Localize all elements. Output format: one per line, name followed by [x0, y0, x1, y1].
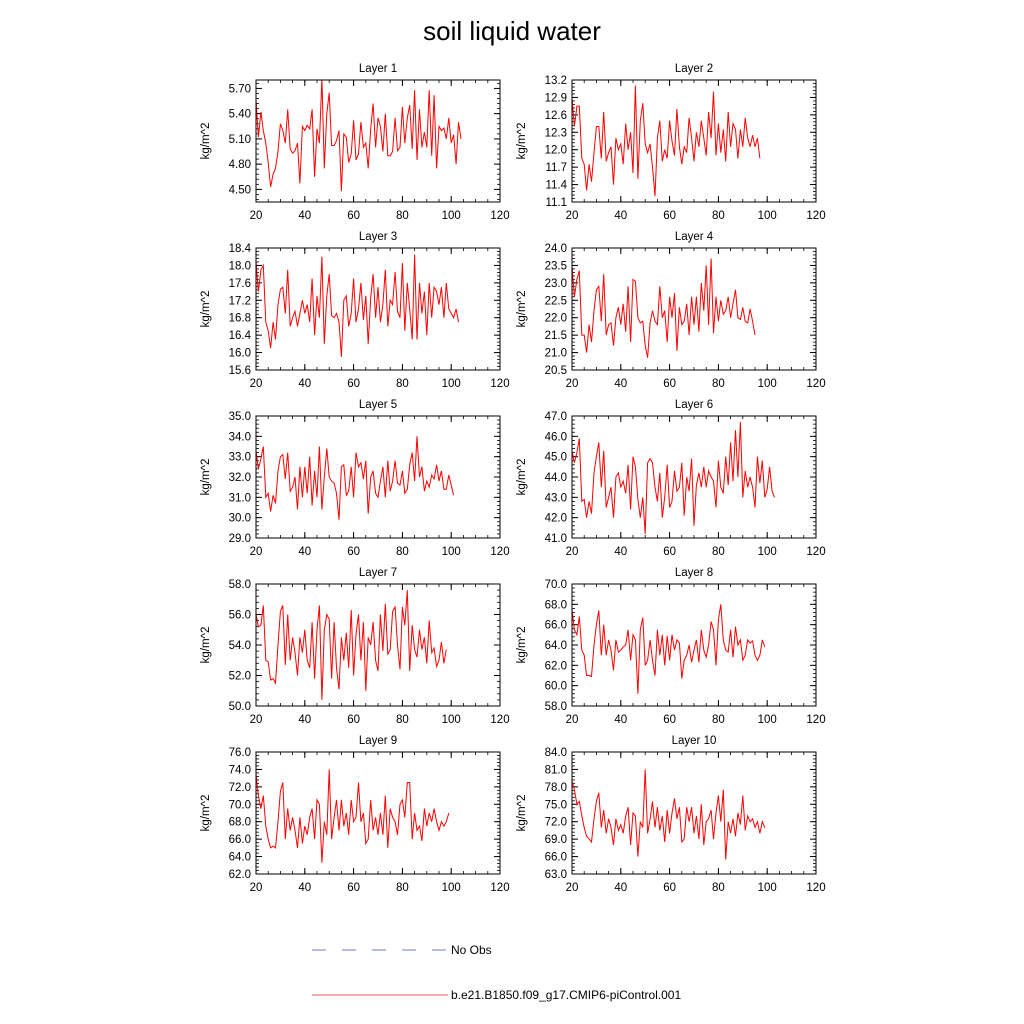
y-tick-label: 66.0 [544, 619, 567, 632]
x-tick-label: 40 [614, 882, 628, 894]
x-tick-label: 40 [614, 210, 628, 222]
panel-9 [200, 735, 510, 894]
panel-title: Layer 1 [358, 63, 398, 75]
x-tick-label: 120 [806, 378, 826, 390]
x-tick-label: 120 [490, 546, 510, 558]
y-tick-label: 17.6 [228, 277, 251, 290]
x-tick-label: 100 [757, 714, 777, 726]
y-tick-label: 23.0 [544, 277, 567, 290]
x-tick-label: 40 [614, 714, 628, 726]
panel-8 [516, 567, 826, 726]
x-tick-label: 60 [347, 378, 360, 390]
panel-title: Layer 10 [671, 735, 717, 747]
x-tick-label: 100 [441, 714, 461, 726]
x-tick-label: 120 [806, 546, 826, 558]
y-tick-label: 30.0 [228, 512, 251, 525]
panel-title: Layer 8 [674, 567, 714, 579]
y-tick-label: 33.0 [228, 451, 251, 464]
y-tick-label: 15.6 [228, 365, 251, 377]
panel-title: Layer 9 [358, 735, 398, 747]
y-tick-label: 22.5 [544, 295, 567, 308]
y-tick-label: 29.0 [228, 533, 251, 545]
y-tick-label: 72.0 [228, 781, 251, 794]
y-tick-label: 46.0 [544, 431, 567, 444]
y-tick-label: 70.0 [544, 579, 567, 591]
y-axis-label: kg/m^2 [200, 458, 212, 496]
y-tick-label: 84.0 [544, 747, 567, 759]
y-tick-label: 34.0 [228, 431, 251, 444]
x-tick-label: 20 [565, 882, 579, 894]
y-tick-label: 21.0 [544, 347, 567, 360]
legend-label: No Obs [451, 943, 492, 957]
x-tick-label: 100 [441, 378, 461, 390]
y-axis-label: kg/m^2 [516, 626, 528, 664]
x-tick-label: 80 [396, 546, 409, 558]
series-line [572, 604, 765, 694]
y-tick-label: 4.50 [228, 184, 251, 197]
y-tick-label: 23.5 [544, 260, 567, 273]
y-tick-label: 75.0 [544, 799, 567, 812]
x-tick-label: 120 [806, 714, 826, 726]
y-tick-label: 16.4 [228, 330, 251, 343]
x-tick-label: 120 [490, 378, 510, 390]
y-tick-label: 78.0 [544, 781, 567, 794]
x-tick-label: 120 [490, 210, 510, 222]
x-tick-label: 60 [347, 210, 360, 222]
panel-frame [256, 584, 500, 706]
legend-label: b.e21.B1850.f09_g17.CMIP6-piControl.001 [451, 988, 682, 1002]
x-tick-label: 100 [757, 546, 777, 558]
y-tick-label: 45.0 [544, 451, 567, 464]
x-tick-label: 60 [663, 378, 676, 390]
x-tick-label: 20 [249, 210, 263, 222]
x-tick-label: 60 [663, 546, 676, 558]
panel-title: Layer 5 [358, 399, 398, 411]
x-tick-label: 40 [298, 378, 312, 390]
y-axis-label: kg/m^2 [516, 458, 528, 496]
y-tick-label: 68.0 [544, 599, 567, 612]
x-tick-label: 100 [441, 210, 461, 222]
panel-title: Layer 7 [358, 567, 398, 579]
x-tick-label: 80 [712, 378, 725, 390]
panels [200, 63, 826, 894]
x-tick-label: 20 [565, 378, 579, 390]
panel-frame [572, 584, 816, 706]
x-tick-label: 20 [249, 882, 263, 894]
y-tick-label: 18.4 [228, 243, 251, 255]
panel-1 [200, 63, 510, 222]
y-axis-label: kg/m^2 [516, 122, 528, 160]
panel-frame [572, 752, 816, 874]
y-tick-label: 64.0 [228, 851, 251, 864]
x-tick-label: 20 [249, 714, 263, 726]
x-tick-label: 60 [347, 546, 360, 558]
y-tick-label: 68.0 [228, 816, 251, 829]
panel-10 [516, 735, 826, 894]
y-tick-label: 12.9 [544, 92, 567, 105]
y-tick-label: 62.0 [228, 869, 251, 881]
y-tick-label: 11.4 [545, 179, 567, 192]
y-tick-label: 44.0 [544, 472, 567, 484]
y-tick-label: 5.70 [228, 83, 251, 96]
panel-frame [256, 80, 500, 202]
y-tick-label: 69.0 [544, 834, 567, 847]
series-line [572, 769, 765, 859]
x-tick-label: 100 [757, 210, 777, 222]
y-tick-label: 43.0 [544, 492, 567, 505]
y-tick-label: 41.0 [544, 533, 567, 545]
y-tick-label: 20.5 [544, 365, 567, 377]
panel-frame [256, 248, 500, 370]
y-tick-label: 63.0 [544, 869, 567, 881]
y-tick-label: 76.0 [228, 747, 251, 759]
y-tick-label: 22.0 [544, 312, 567, 325]
y-axis-label: kg/m^2 [200, 626, 212, 664]
x-tick-label: 100 [757, 882, 777, 894]
y-tick-label: 16.8 [228, 312, 251, 325]
y-tick-label: 5.40 [228, 108, 251, 121]
x-tick-label: 20 [565, 546, 579, 558]
y-tick-label: 58.0 [544, 701, 567, 713]
y-tick-label: 32.0 [228, 472, 251, 484]
y-axis-label: kg/m^2 [516, 290, 528, 328]
x-tick-label: 20 [249, 546, 263, 558]
x-tick-label: 120 [490, 714, 510, 726]
y-tick-label: 24.0 [544, 243, 567, 255]
series-line [256, 78, 461, 191]
y-axis-label: kg/m^2 [200, 290, 212, 328]
x-tick-label: 80 [396, 210, 409, 222]
x-tick-label: 20 [565, 714, 579, 726]
x-tick-label: 60 [663, 882, 676, 894]
y-tick-label: 74.0 [228, 764, 251, 777]
panel-frame [256, 416, 500, 538]
y-tick-label: 35.0 [228, 411, 251, 423]
y-tick-label: 16.0 [228, 347, 251, 360]
x-tick-label: 120 [806, 210, 826, 222]
x-tick-label: 20 [249, 378, 263, 390]
figure-title: soil liquid water [423, 16, 601, 46]
y-tick-label: 12.3 [544, 127, 567, 140]
x-tick-label: 120 [806, 882, 826, 894]
y-tick-label: 18.0 [228, 260, 251, 273]
panel-frame [256, 752, 500, 874]
y-tick-label: 58.0 [228, 579, 251, 591]
panel-frame [572, 80, 816, 202]
y-tick-label: 54.0 [228, 640, 251, 652]
x-tick-label: 120 [490, 882, 510, 894]
y-tick-label: 50.0 [228, 701, 251, 713]
x-tick-label: 60 [663, 210, 676, 222]
y-tick-label: 5.10 [228, 133, 251, 146]
y-tick-label: 42.0 [544, 512, 567, 525]
y-tick-label: 56.0 [228, 609, 251, 622]
x-tick-label: 40 [298, 882, 312, 894]
y-tick-label: 12.6 [544, 109, 567, 122]
panel-6 [516, 399, 826, 558]
y-axis-label: kg/m^2 [200, 794, 212, 832]
x-tick-label: 40 [298, 546, 312, 558]
y-tick-label: 70.0 [228, 799, 251, 812]
panel-title: Layer 2 [674, 63, 714, 75]
panel-4 [516, 231, 826, 390]
x-tick-label: 80 [712, 210, 725, 222]
y-tick-label: 66.0 [228, 834, 251, 847]
panel-5 [200, 399, 510, 558]
x-tick-label: 80 [396, 378, 409, 390]
series-line [256, 590, 446, 700]
x-tick-label: 80 [396, 714, 409, 726]
x-tick-label: 60 [347, 714, 360, 726]
y-tick-label: 13.2 [544, 75, 567, 87]
y-tick-label: 72.0 [544, 816, 567, 829]
x-tick-label: 40 [298, 714, 312, 726]
series-line [256, 436, 454, 519]
panel-frame [572, 248, 816, 370]
x-tick-label: 100 [441, 546, 461, 558]
y-tick-label: 21.5 [544, 330, 567, 343]
y-tick-label: 31.0 [228, 492, 251, 505]
y-axis-label: kg/m^2 [516, 794, 528, 832]
x-tick-label: 80 [396, 882, 409, 894]
x-tick-label: 80 [712, 546, 725, 558]
panel-7 [200, 567, 510, 726]
x-tick-label: 60 [347, 882, 360, 894]
x-tick-label: 40 [298, 210, 312, 222]
y-tick-label: 12.0 [544, 144, 567, 157]
y-tick-label: 81.0 [544, 764, 567, 777]
series-line [256, 769, 449, 862]
y-tick-label: 11.7 [545, 162, 567, 175]
x-tick-label: 80 [712, 882, 725, 894]
y-tick-label: 66.0 [544, 851, 567, 864]
x-tick-label: 80 [712, 714, 725, 726]
y-tick-label: 64.0 [544, 640, 567, 652]
x-tick-label: 100 [441, 882, 461, 894]
x-tick-label: 100 [757, 378, 777, 390]
x-tick-label: 40 [614, 378, 628, 390]
x-tick-label: 60 [663, 714, 676, 726]
y-tick-label: 47.0 [544, 411, 567, 423]
panel-title: Layer 3 [358, 231, 398, 243]
y-tick-label: 62.0 [544, 660, 567, 673]
panel-2 [516, 63, 826, 222]
panel-3 [200, 231, 510, 390]
series-line [572, 259, 755, 358]
series-line [256, 255, 459, 357]
series-line [572, 86, 760, 196]
series-line [572, 422, 775, 534]
y-tick-label: 17.2 [228, 295, 251, 308]
y-tick-label: 52.0 [228, 670, 251, 683]
x-tick-label: 20 [565, 210, 579, 222]
panel-title: Layer 6 [674, 399, 714, 411]
y-tick-label: 4.80 [228, 159, 251, 172]
panel-title: Layer 4 [674, 231, 714, 243]
legend [312, 943, 681, 1002]
x-tick-label: 40 [614, 546, 628, 558]
y-tick-label: 11.1 [545, 197, 567, 209]
y-tick-label: 60.0 [544, 680, 567, 693]
y-axis-label: kg/m^2 [200, 122, 212, 160]
